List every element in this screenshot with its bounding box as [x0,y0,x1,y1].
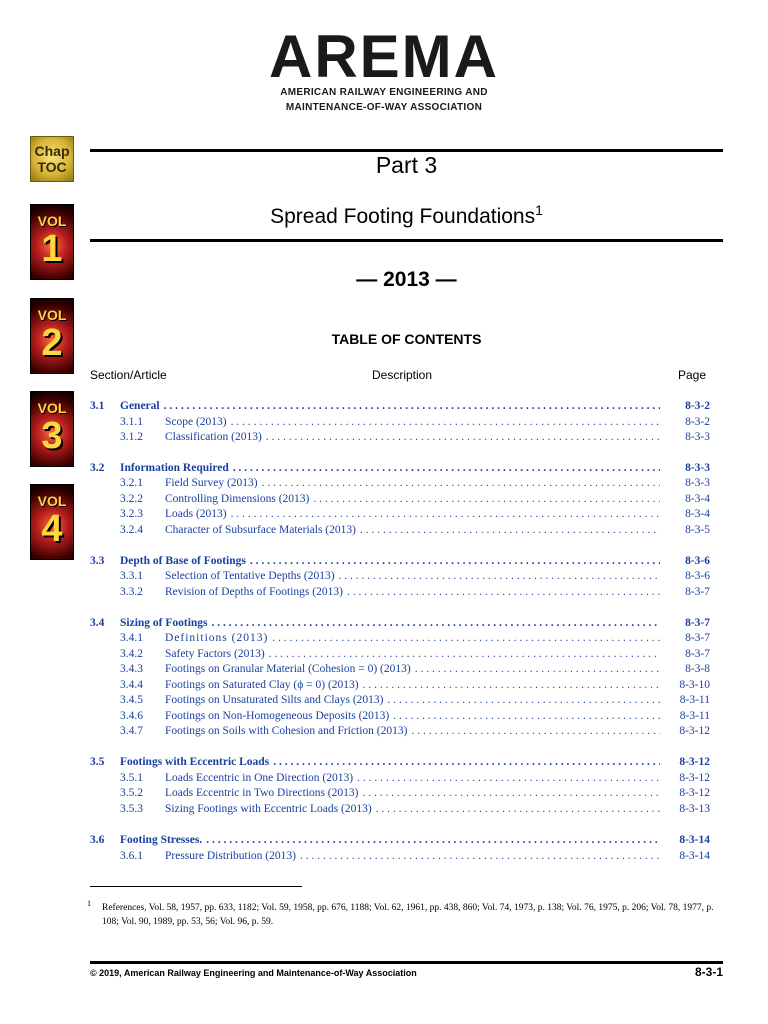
volume-4-number: 4 [41,508,63,550]
volume-4-label: VOL [37,493,67,509]
toc-entry-number: 3.5.1 [120,772,143,784]
toc-entry-page: 8-3-11 [679,710,710,722]
dot-leader [269,647,660,662]
toc-entry-number: 3.2.1 [120,477,143,489]
toc-entry-page: 8-3-12 [679,772,710,784]
volume-2-number: 2 [41,322,63,364]
dot-leader [357,771,660,786]
dot-leader [415,662,660,677]
chapter-toc-button[interactable] [30,136,74,182]
toc-article-entry[interactable] [90,786,710,801]
toc-entry-number: 3.1.2 [120,431,143,443]
arema-logo [268,23,500,114]
toc-article-entry[interactable] [90,802,710,817]
toc-entry-page: 8-3-6 [685,555,710,567]
dot-leader [272,631,660,646]
toc-section-entry[interactable] [90,399,710,414]
dot-leader [233,461,660,476]
toc-heading: TABLE OF CONTENTS [331,331,482,347]
dot-leader [212,616,660,631]
toc-entry-title: Footing Stresses. [120,834,203,846]
toc-entry-page: 8-3-12 [679,725,710,737]
toc-entry-number: 3.2 [90,462,105,474]
toc-entry-title: Character of Subsurface Materials (2013) [165,524,356,536]
toc-entry-title: Controlling Dimensions (2013) [165,493,310,505]
dot-leader [313,492,660,507]
toc-entry-title: Footings on Soils with Cohesion and Friction (2013) [165,725,408,737]
toc-article-entry[interactable] [90,771,710,786]
logo-subtitle-line1: AMERICAN RAILWAY ENGINEERING AND [280,87,488,98]
toc-entry-title: Footings with Eccentric Loads [120,756,270,768]
dot-leader [360,523,660,538]
toc-article-entry[interactable] [90,662,710,677]
toc-entry-page: 8-3-12 [679,756,710,768]
footnote [87,899,720,929]
toc-article-entry[interactable] [90,523,710,538]
dot-leader [388,693,661,708]
volume-1-label: VOL [37,213,67,229]
toc-entry-number: 3.5 [90,756,105,768]
column-header-section: Section/Article [90,368,167,382]
footer-rule [90,961,723,964]
toc-entry-number: 3.4.2 [120,648,143,660]
toc-entry-number: 3.1 [90,400,105,412]
dot-leader [393,709,660,724]
toc-entry-number: 3.4.4 [120,679,143,691]
toc-entry-number: 3.4.1 [120,632,143,644]
part-heading: Part 3 [375,152,438,178]
toc-entry-title: Footings on Granular Material (Cohesion = 0) (2013) [165,663,411,675]
title-footnote-mark: 1 [535,202,543,218]
dot-leader [164,399,660,414]
toc-entry-page: 8-3-10 [679,679,710,691]
toc-entry-title: Classification (2013) [165,431,262,443]
volume-4-button[interactable] [30,484,74,560]
toc-entry-number: 3.1.1 [120,416,143,428]
toc-entry-title: Loads (2013) [165,508,227,520]
toc-entry-number: 3.4.5 [120,694,143,706]
toc-entry-number: 3.4.7 [120,725,143,737]
toc-entry-title: Scope (2013) [165,416,227,428]
toc-entry-page: 8-3-2 [685,416,710,428]
year-heading: — 2013 — [356,268,457,291]
toc-entry-page: 8-3-14 [679,834,710,846]
toc-entry-number: 3.4.6 [120,710,143,722]
dot-leader [300,849,660,864]
toc-entry-title: Loads Eccentric in Two Directions (2013) [165,787,359,799]
toc-article-entry[interactable] [90,709,710,724]
chapter-title-text: Spread Footing Foundations [270,205,536,228]
toc-entry-title: General [120,400,160,412]
volume-2-button[interactable] [30,298,74,374]
toc-entry-title: Field Survey (2013) [165,477,258,489]
header-rule-bottom [90,239,723,242]
volume-3-number: 3 [41,415,63,457]
toc-entry-page: 8-3-7 [685,617,710,629]
volume-3-label: VOL [37,400,67,416]
toc-entry-title: Footings on Saturated Clay (ϕ = 0) (2013) [165,679,359,691]
toc-entry-title: Sizing Footings with Eccentric Loads (2013) [165,803,372,815]
toc-entry-page: 8-3-3 [685,462,710,474]
toc-entry-title: Definitions (2013) [165,632,269,644]
toc-entry-title: Selection of Tentative Depths (2013) [165,570,335,582]
dot-leader [250,554,660,569]
toc-article-entry[interactable] [90,415,710,430]
toc-entry-page: 8-3-2 [685,400,710,412]
toc-article-entry[interactable] [90,678,710,693]
logo-subtitle-line2: MAINTENANCE-OF-WAY ASSOCIATION [285,102,483,113]
dot-leader [262,476,660,491]
toc-entry-page: 8-3-8 [685,663,710,675]
toc-article-entry[interactable] [90,849,710,864]
toc-entry-title: Sizing of Footings [120,617,208,629]
page-number: 8-3-1 [694,965,723,979]
toc-entry-number: 3.4.3 [120,663,143,675]
toc-entry-title: Safety Factors (2013) [165,648,265,660]
toc-entry-page: 8-3-3 [685,431,710,443]
toc-article-entry[interactable] [90,724,710,739]
dot-leader [363,678,660,693]
chapter-title [90,202,723,229]
toc-article-entry[interactable] [90,693,710,708]
volume-1-button[interactable] [30,204,74,280]
toc-entry-number: 3.6.1 [120,850,143,862]
toc-entry-title: Loads Eccentric in One Direction (2013) [165,772,354,784]
logo-wordmark: AREMA [269,23,499,90]
footnote-mark: 1 [87,899,91,908]
chapter-toc-label-line2: TOC [37,159,67,175]
toc-entry-number: 3.2.3 [120,508,143,520]
toc-article-entry[interactable] [90,631,710,646]
toc-entry-page: 8-3-4 [685,508,710,520]
toc-entry-title: Footings on Unsaturated Silts and Clays (2013) [165,694,384,706]
toc-entry-number: 3.3.1 [120,570,143,582]
column-header-description: Description [372,368,433,382]
toc-entry-page: 8-3-3 [685,477,710,489]
volume-1-number: 1 [41,228,63,270]
toc-entry-number: 3.5.2 [120,787,143,799]
copyright-notice: © 2019, American Railway Engineering and Maintenance-of-Way Association [90,968,417,978]
toc-entry-number: 3.3 [90,555,105,567]
dot-leader [411,724,660,739]
toc-entry-title: Information Required [120,462,229,474]
toc-entry-number: 3.2.4 [120,524,143,536]
toc-entry-page: 8-3-12 [679,787,710,799]
toc-article-entry[interactable] [90,569,710,584]
toc-entry-number: 3.2.2 [120,493,143,505]
toc-entry-page: 8-3-7 [685,586,710,598]
footnote-rule [90,886,302,887]
toc-article-entry[interactable] [90,430,710,445]
toc-entry-number: 3.6 [90,834,105,846]
dot-leader [339,569,660,584]
toc-entry-page: 8-3-4 [685,493,710,505]
toc-article-entry[interactable] [90,476,710,491]
dot-leader [347,585,660,600]
toc-entry-title: Revision of Depths of Footings (2013) [165,586,343,598]
toc-section-entry[interactable] [90,461,710,476]
volume-2-label: VOL [37,307,67,323]
volume-3-button[interactable] [30,391,74,467]
column-header-page: Page [678,368,707,382]
toc-entry-page: 8-3-7 [685,632,710,644]
chapter-toc-label-line1: Chap [34,143,70,159]
toc-entry-page: 8-3-6 [685,570,710,582]
toc-entry-page: 8-3-11 [679,694,710,706]
toc-entry-page: 8-3-7 [685,648,710,660]
toc-section-entry[interactable] [90,616,710,631]
dot-leader [273,755,660,770]
toc-article-entry[interactable] [90,585,710,600]
toc-section-entry[interactable] [90,755,710,770]
toc-article-entry[interactable] [90,507,710,522]
toc-section-entry[interactable] [90,833,710,848]
dot-leader [231,415,660,430]
toc-entry-title: Pressure Distribution (2013) [165,850,296,862]
toc-entry-number: 3.5.3 [120,803,143,815]
dot-leader [376,802,660,817]
toc-entry-page: 8-3-5 [685,524,710,536]
toc-entry-page: 8-3-13 [679,803,710,815]
dot-leader [266,430,660,445]
dot-leader [231,507,660,522]
toc-entry-number: 3.4 [90,617,105,629]
toc-article-entry[interactable] [90,647,710,662]
footnote-text: References, Vol. 58, 1957, pp. 633, 1182; Vol. 59, 1958, pp. 676, 1188; Vol. 62, 1961, pp. 438, 860; Vol. 74, 1973, p. 138; Vol. 76, 1975, p. 206; Vol. 78, 1977, p. 108; Vol. 90, 1989, pp. 53, 56; Vol. 96, p. 59. [102,903,714,927]
dot-leader [362,786,660,801]
toc-entry-title: Depth of Base of Footings [120,555,246,567]
toc-article-entry[interactable] [90,492,710,507]
toc-entry-number: 3.3.2 [120,586,143,598]
toc-entry-page: 8-3-14 [679,850,710,862]
toc-entry-title: Footings on Non-Homogeneous Deposits (2013) [165,710,390,722]
dot-leader [206,833,660,848]
toc-section-entry[interactable] [90,554,710,569]
